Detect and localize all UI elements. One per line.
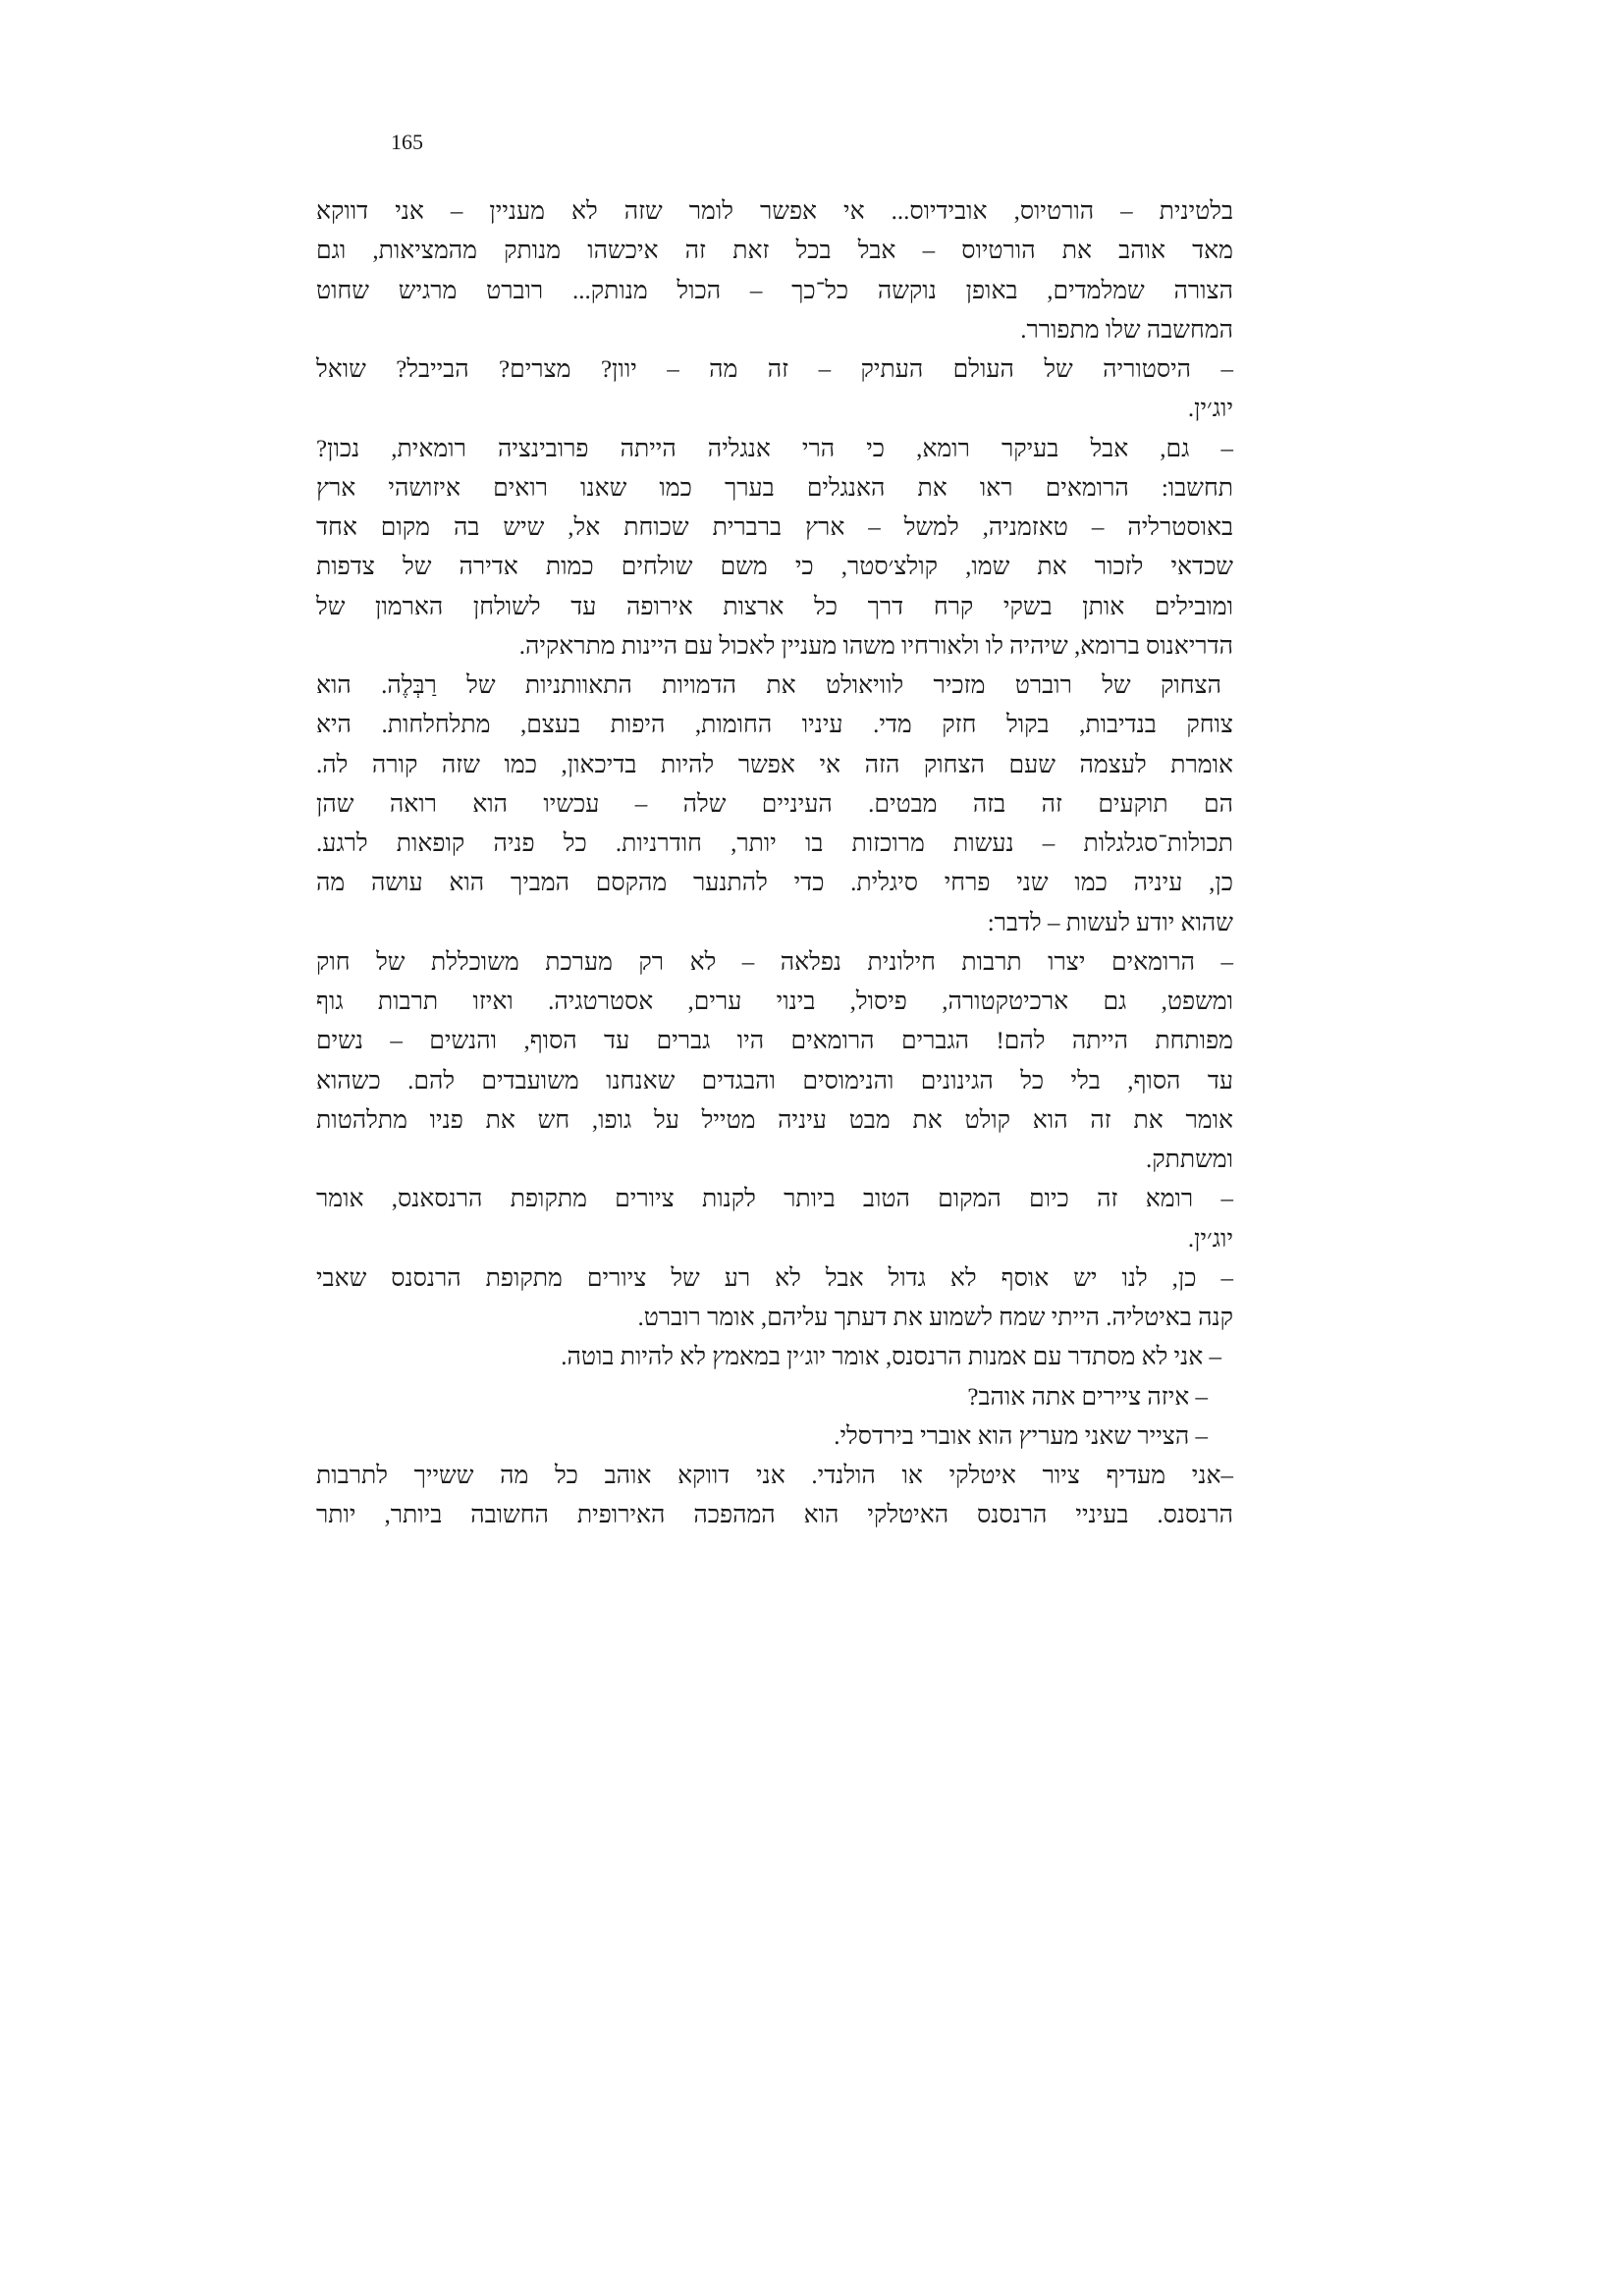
text-line: אומר את זה הוא קולט את מבט עיניה מטייל על גופו, חש את פניו מתלהטות: [316, 1106, 1233, 1134]
text-line: ומובילים אותן בשקי קרח דרך כל ארצות אירופה עד לשולחן הארמון של: [316, 593, 1233, 620]
text-line: יוג׳ין.: [1187, 1225, 1233, 1253]
text-line: הצחוק של רוברט מזכיר לוויאולט את הדמויות התאוותניות של רַבְּלֶה. הוא: [316, 672, 1221, 699]
text-line: –אני מעדיף ציור איטלקי או הולנדי. אני דווקא אוהב כל מה ששייך לתרבות: [316, 1463, 1233, 1489]
body-text: [316, 192, 1233, 1536]
text-line: תכולות־סגלגלות – נעשות מרוכזות בו יותר, חודרניות. כל פניה קופאות לרגע.: [316, 830, 1233, 857]
text-line: עד הסוף, בלי כל הגינונים והנימוסים והבגדים שאנחנו משועבדים להם. כשהוא: [316, 1067, 1233, 1095]
text-line: – אני לא מסתדר עם אמנות הרנסנס, אומר יוג׳ין במאמץ לא להיות בוטה.: [561, 1344, 1221, 1371]
text-line: – גם, אבל בעיקר רומא, כי הרי אנגליה הייתה פרובינציה רומאית, נכון?: [316, 435, 1233, 462]
text-line: צוחק בנדיבות, בקול חזק מדי. עיניו החומות, היפות בעצם, מתלחלחות. היא: [316, 712, 1233, 739]
text-line: תחשבו: הרומאים ראו את האנגלים בערך כמו שאנו רואים איזושהי ארץ: [316, 474, 1233, 502]
text-line: הם תוקעים זה בזה מבטים. העיניים שלה – עכשיו הוא רואה שהן: [316, 790, 1233, 818]
text-line: ומשפט, גם ארכיטקטורה, פיסול, בינוי ערים, אסטרטגיה. ואיזו תרבות גוף: [316, 988, 1233, 1015]
text-line: – כן, לנו יש אוסף לא גדול אבל לא רע של ציורים מתקופת הרנסנס שאבי: [316, 1264, 1233, 1292]
text-line: הדריאנוס ברומא, שיהיה לו ולאורחיו משהו מעניין לאכול עם היינות מתראקיה.: [518, 632, 1233, 660]
text-line: המחשבה שלו מתפורר.: [1020, 316, 1233, 344]
text-line: מפותחת הייתה להם! הגברים הרומאים היו גברים עד הסוף, והנשים – נשים: [316, 1028, 1233, 1055]
text-line: – היסטוריה של העולם העתיק – זה מה – יוון? מצרים? הבייבל? שואל: [316, 356, 1233, 383]
page-number: 165: [391, 130, 423, 154]
text-line: הרנסנס. בעיניי הרנסנס האיטלקי הוא המהפכה האירופית החשובה ביותר, יותר: [316, 1502, 1233, 1529]
text-line: קנה באיטליה. הייתי שמח לשמוע את דעתך עליהם, אומר רוברט.: [637, 1305, 1233, 1331]
text-line: שכדאי לזכור את שמו, קולצ׳סטר, כי משם שולחים כמות אדירה של צדפות: [316, 554, 1233, 581]
text-line: – הצייר שאני מעריץ הוא אוברי בירדסלי.: [834, 1422, 1208, 1450]
text-line: – רומא זה כיום המקום הטוב ביותר לקנות ציורים מתקופת הרנסאנס, אומר: [316, 1186, 1233, 1213]
text-line: יוג׳ין.: [1187, 396, 1233, 423]
text-line: בלטינית – הורטיוס, אובידיוס... אי אפשר לומר שזה לא מעניין – אני דווקא: [316, 198, 1233, 225]
text-line: ומשתתק.: [1145, 1147, 1233, 1173]
text-line: מאד אוהב את הורטיוס – אבל בכל זאת זה איכשהו מנותק מהמציאות, וגם: [316, 238, 1233, 265]
text-line: – איזה ציירים אתה אוהב?: [967, 1383, 1208, 1411]
text-line: שהוא יודע לעשות – לדבר:: [987, 909, 1233, 936]
text-line: – הרומאים יצרו תרבות חילונית נפלאה – לא רק מערכת משוכללת של חוק: [316, 948, 1233, 976]
text-line: באוסטרליה – טאזמניה, למשל – ארץ ברברית שכוחת אל, שיש בה מקום אחד: [316, 514, 1233, 541]
text-line: אומרת לעצמה שעם הצחוק הזה אי אפשר להיות בדיכאון, כמו שזה קורה לה.: [316, 751, 1233, 778]
text-line: כן, עיניה כמו שני פרחי סיגלית. כדי להתנער מהקסם המביך הוא עושה מה: [316, 870, 1233, 897]
text-line: הצורה שמלמדים, באופן נוקשה כל־כך – הכול מנותק... רוברט מרגיש שחוט: [316, 277, 1233, 304]
